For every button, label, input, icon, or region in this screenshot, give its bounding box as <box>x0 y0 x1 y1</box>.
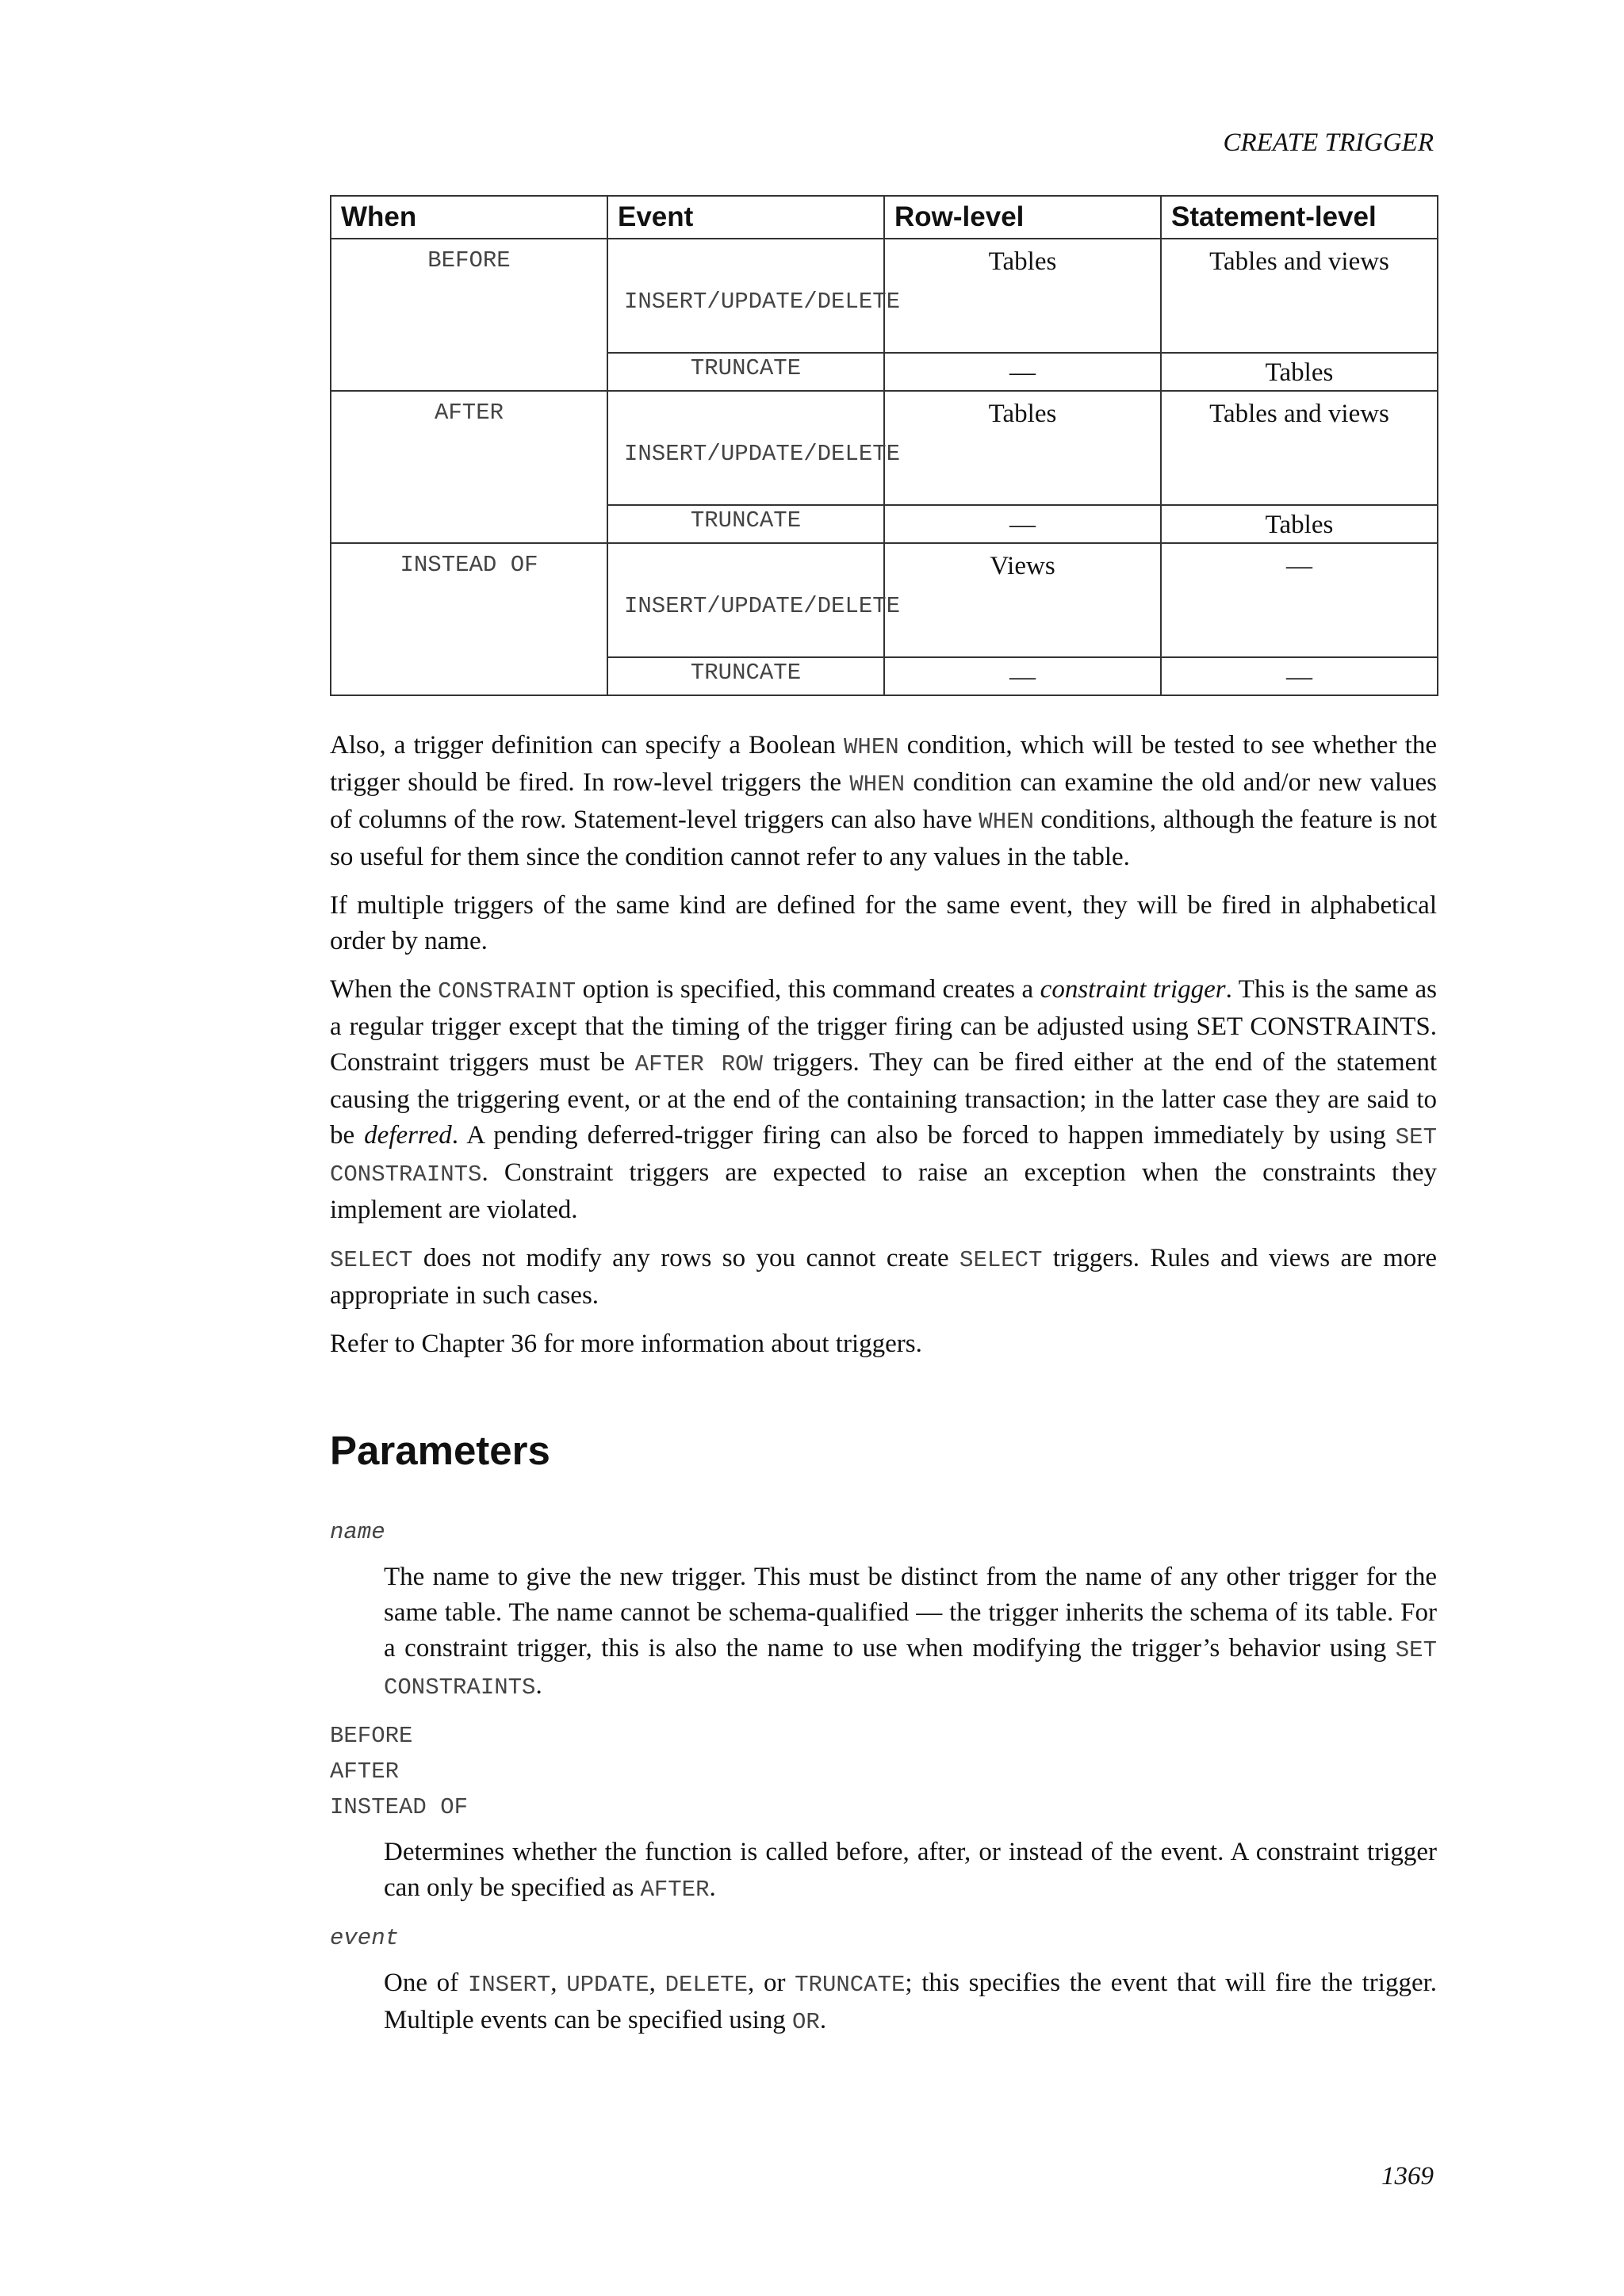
table-row <box>331 543 1438 657</box>
table-row <box>331 239 1438 353</box>
cell-statement-level: Tables <box>1161 505 1438 543</box>
param-term-instead-of: INSTEAD OF <box>330 1794 469 1820</box>
cell-when: BEFORE <box>331 239 607 391</box>
cell-event: TRUNCATE <box>607 657 884 695</box>
page-number: 1369 <box>1381 2162 1434 2191</box>
parameters-list <box>330 1514 1437 2053</box>
section-heading-parameters: Parameters <box>330 1428 550 1473</box>
cell-statement-level: Tables and views <box>1161 239 1438 353</box>
param-term-after: AFTER <box>330 1758 400 1785</box>
paragraph-select: SELECT does not modify any rows so you cannot create SELECT triggers. Rules and views are more appropriate in such cases. <box>330 1244 1437 1310</box>
cell-when: AFTER <box>331 391 607 543</box>
table-row <box>331 391 1438 505</box>
header-event: Event <box>607 196 884 239</box>
cell-statement-level: — <box>1161 657 1438 695</box>
cell-row-level: Tables <box>884 239 1161 353</box>
cell-statement-level: Tables and views <box>1161 391 1438 505</box>
table-header-row <box>331 196 1438 239</box>
header-row-level: Row-level <box>884 196 1161 239</box>
cell-event: INSERT/UPDATE/DELETE <box>607 391 884 505</box>
cell-statement-level: — <box>1161 543 1438 657</box>
paragraph-when-condition: Also, a trigger definition can specify a Boolean WHEN condition, which will be tested to see whether the trigger should be fired. In row-level triggers the WHEN condition can examine the old and/or new values of columns of the row. Statement-level triggers can also have WHEN conditions, although the feature is not so useful for them since the condition cannot refer to any values in the table. <box>330 731 1438 871</box>
cell-row-level: Views <box>884 543 1161 657</box>
header-statement-level: Statement-level <box>1161 196 1438 239</box>
cell-row-level: — <box>884 657 1161 695</box>
cell-event: TRUNCATE <box>607 505 884 543</box>
cell-event: INSERT/UPDATE/DELETE <box>607 239 884 353</box>
cell-event: INSERT/UPDATE/DELETE <box>607 543 884 657</box>
paragraph-constraint: When the CONSTRAINT option is specified, this command creates a constraint trigger. This is the same as a regular trigger except that the timing of the trigger firing can be adjusted using SET CONSTRAINTS. Constraint triggers must be AFTER ROW triggers. They can be fired either at the end of the statement causing the triggering event, or at the end of the containing transaction; in the latter case they are said to be deferred. A pending deferred-trigger firing can also be forced to happen immediately by using SET CONSTRAINTS. Constraint triggers are expected to raise an exception when the constraints they implement are violated. <box>330 975 1437 1224</box>
param-term-name: name <box>330 1519 385 1545</box>
cell-when: INSTEAD OF <box>331 543 607 695</box>
body-text <box>330 728 1437 1375</box>
cell-row-level: — <box>884 505 1161 543</box>
paragraph-refer: Refer to Chapter 36 for more information about triggers. <box>330 1330 922 1358</box>
cell-statement-level: Tables <box>1161 353 1438 391</box>
running-header: CREATE TRIGGER <box>1223 128 1434 157</box>
param-def-when: Determines whether the function is called before, after, or instead of the event. A constraint trigger can only be specified as AFTER. <box>384 1838 1437 1903</box>
cell-event: TRUNCATE <box>607 353 884 391</box>
param-def-event: One of INSERT, UPDATE, DELETE, or TRUNCATE; this specifies the event that will fire the trigger. Multiple events can be specified using OR. <box>384 1969 1438 2035</box>
param-def-name: The name to give the new trigger. This must be distinct from the name of any other trigger for the same table. The name cannot be schema-qualified — the trigger inherits the schema of its table. For a constraint trigger, this is also the name to use when modifying the trigger’s behavior using SET CONSTRAINTS. <box>384 1563 1437 1701</box>
param-term-event: event <box>330 1925 400 1951</box>
cell-row-level: — <box>884 353 1161 391</box>
cell-row-level: Tables <box>884 391 1161 505</box>
paragraph-multiple-triggers: If multiple triggers of the same kind are defined for the same event, they will be fired in alphabetical order by name. <box>330 891 1437 955</box>
header-when: When <box>331 196 607 239</box>
param-term-before: BEFORE <box>330 1723 413 1749</box>
trigger-types-table <box>330 195 1438 696</box>
